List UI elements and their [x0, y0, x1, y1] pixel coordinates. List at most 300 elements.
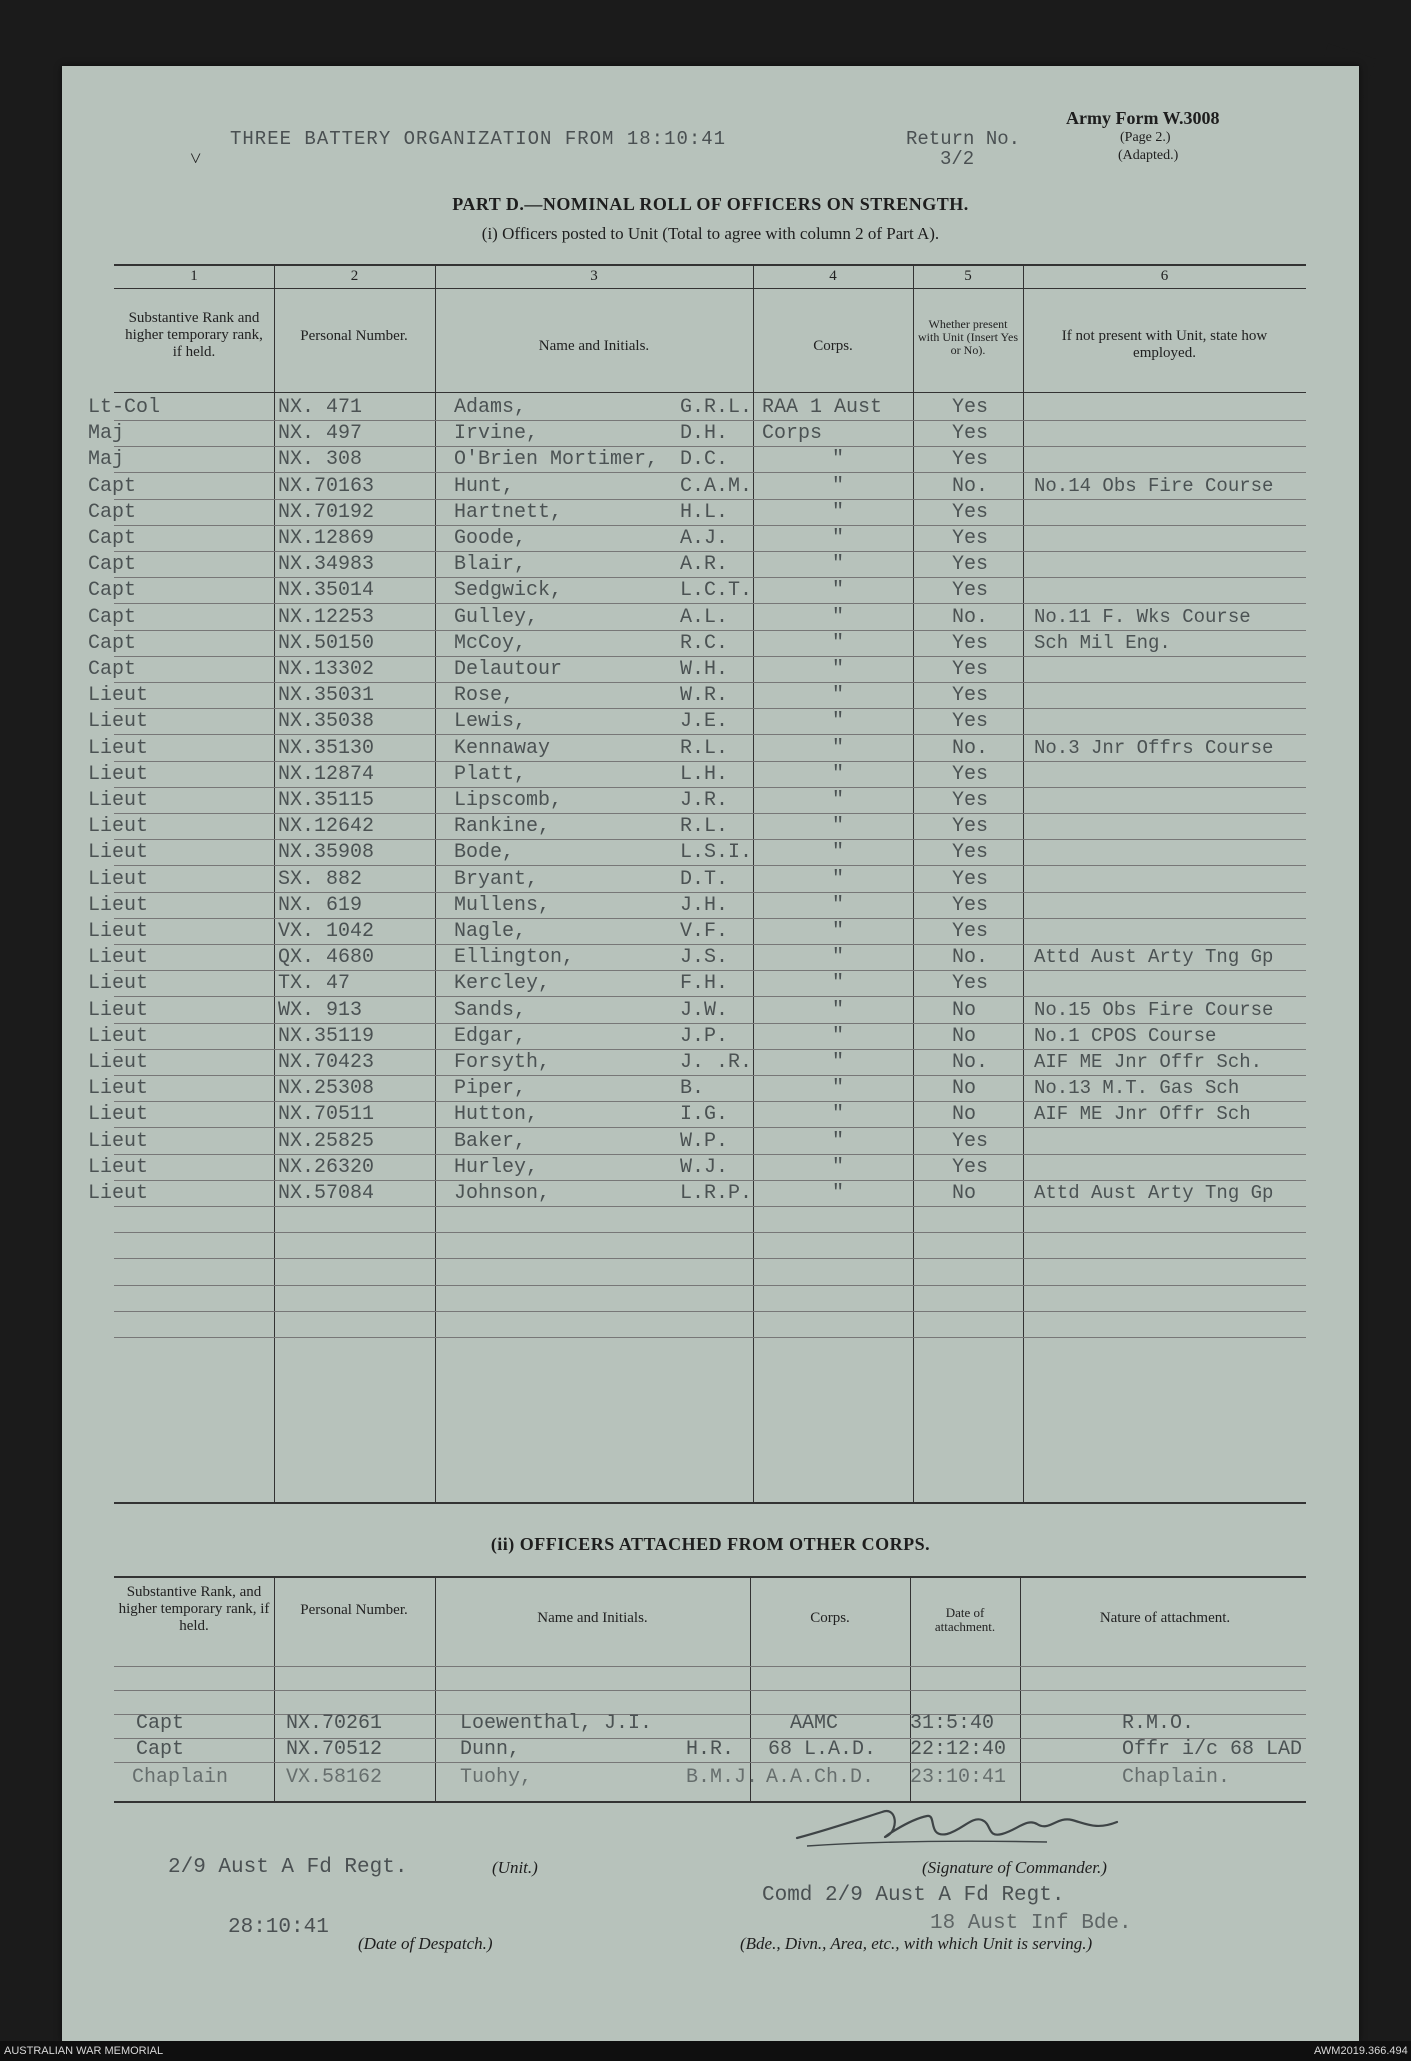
- cell-present: Yes: [952, 815, 989, 838]
- cell-num: NX.70423: [278, 1051, 375, 1074]
- rule-line: [114, 839, 1306, 840]
- cell-name: Kercley,: [454, 972, 551, 995]
- cell-num: NX.34983: [278, 553, 375, 576]
- officer-row: [62, 501, 1359, 525]
- cell-employed: Sch Mil Eng.: [1034, 632, 1171, 654]
- cell-present: No: [952, 1077, 977, 1100]
- officer-row: [62, 475, 1359, 499]
- cell-corps: RAA 1 Aust: [762, 396, 883, 419]
- cell-name: Mullens,: [454, 894, 551, 917]
- cell-rank: Capt: [88, 658, 137, 681]
- cell-name: Delautour: [454, 658, 563, 681]
- cell-present: Yes: [952, 763, 989, 786]
- form-page: (Page 2.): [1120, 130, 1171, 145]
- cell-init: W.H.: [680, 658, 729, 681]
- rule-line: [114, 918, 1306, 919]
- officer-row: [62, 1051, 1359, 1075]
- rule-line: [114, 446, 1306, 447]
- cell-corps: ": [832, 920, 845, 943]
- cell-employed: No.15 Obs Fire Course: [1034, 999, 1274, 1021]
- cell-num: WX. 913: [278, 999, 363, 1022]
- cell-employed: No.13 M.T. Gas Sch: [1034, 1077, 1240, 1099]
- cell-init: R.L.: [680, 815, 729, 838]
- cell-num: VX. 1042: [278, 920, 375, 943]
- cell-present: Yes: [952, 710, 989, 733]
- cell-rank: Capt: [88, 553, 137, 576]
- cell-name: Rankine,: [454, 815, 551, 838]
- cell-corps: ": [832, 894, 845, 917]
- cell-rank: Capt: [88, 632, 137, 655]
- officer-row: [62, 815, 1359, 839]
- cell-rank: Maj: [88, 448, 125, 471]
- cell-name: Lipscomb,: [454, 789, 563, 812]
- cell-present: No.: [952, 606, 989, 629]
- rule-line: [114, 1023, 1306, 1024]
- rule-line: [114, 787, 1306, 788]
- typed-header: THREE BATTERY ORGANIZATION FROM 18:10:41: [230, 128, 727, 150]
- header-name: Name and Initials.: [538, 338, 650, 354]
- officer-row: [62, 920, 1359, 944]
- rule-line: [114, 682, 1306, 683]
- cell-name: Hunt,: [454, 475, 515, 498]
- cell-corps: ": [832, 1156, 845, 1179]
- cell-corps: ": [832, 868, 845, 891]
- rule-line: [114, 525, 1306, 526]
- cell-present: No.: [952, 475, 989, 498]
- rule-line: [114, 708, 1306, 709]
- cell-rank: Lieut: [88, 841, 149, 864]
- cell-corps: ": [832, 972, 845, 995]
- cell-name: Platt,: [454, 763, 527, 786]
- cell-num: NX.35130: [278, 737, 375, 760]
- cell-rank: Capt: [88, 501, 137, 524]
- cell-num: NX.70511: [278, 1103, 375, 1126]
- officer-row: [62, 606, 1359, 630]
- officer-row: [62, 579, 1359, 603]
- cell-name: Irvine,: [454, 422, 539, 445]
- cell-rank: Lieut: [88, 710, 149, 733]
- commander-signature: [787, 1790, 1137, 1856]
- cell-init: R.L.: [680, 737, 729, 760]
- cell-present: Yes: [952, 632, 989, 655]
- cell-name: Nagle,: [454, 920, 527, 943]
- signature-label: (Signature of Commander.): [922, 1858, 1107, 1877]
- cell-present: Yes: [952, 789, 989, 812]
- cell-init: J.R.: [680, 789, 729, 812]
- officer-row: [62, 1103, 1359, 1127]
- cell-num: NX.70163: [278, 475, 375, 498]
- cell-corps: Corps: [762, 422, 823, 445]
- officer-row: [62, 396, 1359, 420]
- return-label: Return No.: [906, 128, 1021, 150]
- header-employed: If not present with Unit, state how employed.: [1061, 328, 1268, 361]
- cell-name: Edgar,: [454, 1025, 527, 1048]
- cell-num: NX.25308: [278, 1077, 375, 1100]
- ii-header-personal-number: Personal Number.: [300, 1602, 408, 1618]
- cell-present: Yes: [952, 422, 989, 445]
- cell-name: Bryant,: [454, 868, 539, 891]
- archive-reference: AWM2019.366.494: [1314, 2045, 1408, 2057]
- cell-employed: No.1 CPOS Course: [1034, 1025, 1217, 1047]
- cell-name: McCoy,: [454, 632, 527, 655]
- rule-line: [114, 813, 1306, 814]
- ii-header-corps: Corps.: [810, 1610, 850, 1626]
- rule-line: [114, 577, 1306, 578]
- cell-init: A.R.: [680, 553, 729, 576]
- officer-row: [62, 1182, 1359, 1206]
- officer-row: [62, 632, 1359, 656]
- cell-corps: ": [832, 475, 845, 498]
- document-page: [62, 66, 1359, 2041]
- cell-corps: ": [832, 841, 845, 864]
- cell-num: NX.57084: [278, 1182, 375, 1205]
- cell-init: V.F.: [680, 920, 729, 943]
- header-corps: Corps.: [813, 338, 853, 354]
- rule-line: [114, 1258, 1306, 1259]
- rule-line: [114, 1075, 1306, 1076]
- rule-line: [114, 1337, 1306, 1338]
- cell-init: L.C.T.: [680, 579, 753, 602]
- cell-present: Yes: [952, 841, 989, 864]
- despatch-date: 28:10:41: [228, 1916, 329, 1939]
- header-personal-number: Personal Number.: [300, 328, 408, 344]
- date-label: (Date of Despatch.): [358, 1934, 493, 1953]
- cell-corps: ": [832, 737, 845, 760]
- cell-present: Yes: [952, 527, 989, 550]
- cell-num: NX.35038: [278, 710, 375, 733]
- officer-row: [62, 868, 1359, 892]
- cell-corps: ": [832, 710, 845, 733]
- cell-init: G.R.L.: [680, 396, 753, 419]
- cell-name: Ellington,: [454, 946, 575, 969]
- rule-line: [114, 656, 1306, 657]
- cell-present: Yes: [952, 868, 989, 891]
- cell-init: A.J.: [680, 527, 729, 550]
- cell-init: L.S.I.: [680, 841, 753, 864]
- cell-present: Yes: [952, 501, 989, 524]
- cell-num: NX. 619: [278, 894, 363, 917]
- cell-corps: ": [832, 1077, 845, 1100]
- officer-row: [62, 527, 1359, 551]
- cell-init: W.J.: [680, 1156, 729, 1179]
- cell-present: Yes: [952, 894, 989, 917]
- cell-num: NX.35115: [278, 789, 375, 812]
- cell-name: Goode,: [454, 527, 527, 550]
- officer-row: [62, 946, 1359, 970]
- rule-line: [114, 472, 1306, 473]
- part-d-title: PART D.—NOMINAL ROLL OF OFFICERS ON STRENGTH.: [452, 194, 969, 214]
- cell-name: Johnson,: [454, 1182, 551, 1205]
- cell-corps: ": [832, 763, 845, 786]
- cell-init: D.T.: [680, 868, 729, 891]
- cell-corps: ": [832, 632, 845, 655]
- attached-row: Chaplain VX.58162 Tuohy, B.M.J. A.A.Ch.D. 23:10:41 Chaplain.: [132, 1766, 1231, 1789]
- rule-line: [114, 1206, 1306, 1207]
- cell-corps: ": [832, 815, 845, 838]
- header-rank: Substantive Rank and higher temporary rank, if held.: [125, 310, 263, 360]
- cell-name: Sands,: [454, 999, 527, 1022]
- command-text: Comd 2/9 Aust A Fd Regt.: [762, 1884, 1065, 1907]
- formation-label: (Bde., Divn., Area, etc., with which Unit is serving.): [740, 1934, 1093, 1953]
- rule-line: [114, 1154, 1306, 1155]
- cell-present: No.: [952, 737, 989, 760]
- rule-line: [114, 996, 1306, 997]
- cell-corps: ": [832, 527, 845, 550]
- cell-employed: Attd Aust Arty Tng Gp: [1034, 1182, 1274, 1204]
- cell-present: No: [952, 999, 977, 1022]
- rule-line: [114, 892, 1306, 893]
- cell-num: NX. 497: [278, 422, 363, 445]
- cell-rank: Capt: [88, 579, 137, 602]
- rule-line: [114, 944, 1306, 945]
- cell-name: Bode,: [454, 841, 515, 864]
- cell-name: Piper,: [454, 1077, 527, 1100]
- cell-rank: Lieut: [88, 920, 149, 943]
- cell-init: H.L.: [680, 501, 729, 524]
- cell-init: J.W.: [680, 999, 729, 1022]
- cell-rank: Lieut: [88, 946, 149, 969]
- col-number-4: 4: [829, 268, 837, 284]
- officer-row: [62, 448, 1359, 472]
- cell-corps: ": [832, 1025, 845, 1048]
- unit-label: (Unit.): [492, 1858, 538, 1877]
- cell-rank: Lieut: [88, 868, 149, 891]
- rule-line: [114, 970, 1306, 971]
- hole-punch-mark: ˅: [190, 148, 202, 170]
- officer-row: [62, 1130, 1359, 1154]
- rule-line: [114, 499, 1306, 500]
- cell-present: Yes: [952, 553, 989, 576]
- rule-line: [114, 865, 1306, 866]
- unit-name: 2/9 Aust A Fd Regt.: [168, 1856, 408, 1879]
- cell-name: Kennaway: [454, 737, 551, 760]
- cell-num: NX.70192: [278, 501, 375, 524]
- officer-row: [62, 789, 1359, 813]
- cell-init: C.A.M.: [680, 475, 753, 498]
- cell-init: J.E.: [680, 710, 729, 733]
- cell-num: NX.35031: [278, 684, 375, 707]
- cell-name: Lewis,: [454, 710, 527, 733]
- cell-corps: ": [832, 946, 845, 969]
- archive-name: AUSTRALIAN WAR MEMORIAL: [4, 2045, 164, 2057]
- cell-name: Hartnett,: [454, 501, 563, 524]
- col-number-6: 6: [1160, 268, 1169, 284]
- rule-line: [114, 1049, 1306, 1050]
- cell-corps: ": [832, 1051, 845, 1074]
- ii-header-date: Date of attachment.: [934, 1605, 996, 1634]
- officer-row: [62, 422, 1359, 446]
- rule-line: [114, 1232, 1306, 1233]
- rule-line: [114, 1180, 1306, 1181]
- cell-corps: ": [832, 501, 845, 524]
- cell-name: Rose,: [454, 684, 515, 707]
- cell-init: B.: [680, 1077, 705, 1100]
- cell-rank: Lieut: [88, 815, 149, 838]
- officer-row: [62, 841, 1359, 865]
- rule-line: [114, 761, 1306, 762]
- cell-present: Yes: [952, 396, 989, 419]
- cell-rank: Capt: [88, 475, 137, 498]
- cell-num: NX.50150: [278, 632, 375, 655]
- rule-line: [114, 1127, 1306, 1128]
- cell-rank: Lieut: [88, 999, 149, 1022]
- rule-line: [114, 551, 1306, 552]
- cell-rank: Lieut: [88, 1103, 149, 1126]
- cell-corps: ": [832, 1103, 845, 1126]
- attached-row: Capt NX.70261 Loewenthal, J.I. AAMC 31:5:40 R.M.O.: [136, 1712, 1195, 1735]
- officer-row: [62, 972, 1359, 996]
- rule-line: [114, 1311, 1306, 1312]
- cell-num: NX.13302: [278, 658, 375, 681]
- rule-line: [114, 630, 1306, 631]
- attached-row: Capt NX.70512 Dunn, H.R. 68 L.A.D. 22:12:40 Offr i/c 68 LAD: [136, 1738, 1303, 1761]
- cell-num: SX. 882: [278, 868, 363, 891]
- rule-line: [114, 1285, 1306, 1286]
- cell-num: NX. 308: [278, 448, 363, 471]
- officer-row: [62, 1156, 1359, 1180]
- cell-rank: Lieut: [88, 1077, 149, 1100]
- cell-present: Yes: [952, 1130, 989, 1153]
- cell-rank: Lieut: [88, 894, 149, 917]
- rule-line: [114, 603, 1306, 604]
- cell-rank: Lieut: [88, 972, 149, 995]
- cell-corps: ": [832, 1182, 845, 1205]
- cell-employed: No.14 Obs Fire Course: [1034, 475, 1274, 497]
- rule-line: [114, 420, 1306, 421]
- cell-init: L.R.P.: [680, 1182, 753, 1205]
- cell-corps: ": [832, 789, 845, 812]
- cell-num: NX. 471: [278, 396, 363, 419]
- cell-rank: Lieut: [88, 684, 149, 707]
- ii-header-name: Name and Initials.: [537, 1610, 648, 1626]
- cell-present: Yes: [952, 658, 989, 681]
- cell-corps: ": [832, 658, 845, 681]
- cell-corps: ": [832, 684, 845, 707]
- cell-rank: Lieut: [88, 763, 149, 786]
- cell-rank: Lieut: [88, 1182, 149, 1205]
- cell-employed: AIF ME Jnr Offr Sch: [1034, 1103, 1251, 1125]
- cell-corps: ": [832, 606, 845, 629]
- cell-init: L.H.: [680, 763, 729, 786]
- col-number-2: 2: [350, 268, 359, 284]
- rule-line: [114, 1101, 1306, 1102]
- form-adapted: (Adapted.): [1118, 148, 1179, 163]
- cell-present: No.: [952, 946, 989, 969]
- officer-row: [62, 684, 1359, 708]
- cell-name: Blair,: [454, 553, 527, 576]
- cell-name: Hutton,: [454, 1103, 539, 1126]
- cell-init: D.H.: [680, 422, 729, 445]
- officer-row: [62, 1077, 1359, 1101]
- cell-rank: Maj: [88, 422, 125, 445]
- army-form-number: Army Form W.3008: [1066, 108, 1220, 128]
- cell-init: J. .R.: [680, 1051, 753, 1074]
- part-d-subtitle: (i) Officers posted to Unit (Total to agree with column 2 of Part A).: [481, 224, 940, 243]
- cell-init: F.H.: [680, 972, 729, 995]
- cell-rank: Lieut: [88, 1130, 149, 1153]
- officer-row: [62, 999, 1359, 1023]
- cell-name: Gulley,: [454, 606, 539, 629]
- cell-present: No: [952, 1025, 977, 1048]
- cell-init: W.P.: [680, 1130, 729, 1153]
- cell-rank: Lieut: [88, 789, 149, 812]
- cell-name: Sedgwick,: [454, 579, 563, 602]
- cell-num: NX.25825: [278, 1130, 375, 1153]
- part-ii-title: (ii) OFFICERS ATTACHED FROM OTHER CORPS.: [490, 1534, 931, 1554]
- cell-present: Yes: [952, 1156, 989, 1179]
- cell-num: NX.35908: [278, 841, 375, 864]
- ii-header-nature: Nature of attachment.: [1099, 1610, 1231, 1626]
- cell-employed: AIF ME Jnr Offr Sch.: [1034, 1051, 1263, 1073]
- cell-rank: Capt: [88, 606, 137, 629]
- cell-present: Yes: [952, 920, 989, 943]
- cell-rank: Capt: [88, 527, 137, 550]
- cell-employed: Attd Aust Arty Tng Gp: [1034, 946, 1274, 968]
- cell-num: NX.35014: [278, 579, 375, 602]
- cell-init: J.H.: [680, 894, 729, 917]
- cell-num: NX.12642: [278, 815, 375, 838]
- cell-corps: ": [832, 999, 845, 1022]
- header-present: Whether present with Unit (Insert Yes or No).: [917, 317, 1018, 357]
- cell-init: D.C.: [680, 448, 729, 471]
- cell-num: TX. 47: [278, 972, 351, 995]
- officer-row: [62, 737, 1359, 761]
- cell-employed: No.3 Jnr Offrs Course: [1034, 737, 1274, 759]
- officer-row: [62, 710, 1359, 734]
- cell-corps: ": [832, 579, 845, 602]
- cell-num: NX.12874: [278, 763, 375, 786]
- cell-init: W.R.: [680, 684, 729, 707]
- archive-footer: [0, 2041, 1411, 2061]
- cell-name: Adams,: [454, 396, 527, 419]
- cell-employed: No.11 F. Wks Course: [1034, 606, 1251, 628]
- cell-corps: ": [832, 448, 845, 471]
- cell-present: No: [952, 1182, 977, 1205]
- cell-rank: Lt-Col: [88, 396, 161, 419]
- cell-present: No: [952, 1103, 977, 1126]
- officer-row: [62, 1025, 1359, 1049]
- cell-corps: ": [832, 1130, 845, 1153]
- col-number-3: 3: [590, 268, 598, 284]
- cell-present: Yes: [952, 684, 989, 707]
- officer-row: [62, 894, 1359, 918]
- cell-num: NX.12869: [278, 527, 375, 550]
- cell-present: Yes: [952, 448, 989, 471]
- cell-present: Yes: [952, 972, 989, 995]
- cell-corps: ": [832, 553, 845, 576]
- cell-num: NX.26320: [278, 1156, 375, 1179]
- cell-init: R.C.: [680, 632, 729, 655]
- formation-text: 18 Aust Inf Bde.: [930, 1912, 1132, 1935]
- cell-num: QX. 4680: [278, 946, 375, 969]
- ii-header-rank: Substantive Rank, and higher temporary rank, if held.: [118, 1584, 270, 1634]
- col-number-5: 5: [964, 268, 972, 284]
- return-number: 3/2: [940, 148, 975, 170]
- cell-present: Yes: [952, 579, 989, 602]
- cell-name: O'Brien Mortimer,: [454, 448, 659, 471]
- cell-name: Baker,: [454, 1130, 527, 1153]
- cell-name: Forsyth,: [454, 1051, 551, 1074]
- cell-rank: Lieut: [88, 1051, 149, 1074]
- cell-init: A.L.: [680, 606, 729, 629]
- cell-num: NX.35119: [278, 1025, 375, 1048]
- cell-init: I.G.: [680, 1103, 729, 1126]
- officer-row: [62, 658, 1359, 682]
- officer-row: [62, 553, 1359, 577]
- cell-rank: Lieut: [88, 1025, 149, 1048]
- cell-init: J.P.: [680, 1025, 729, 1048]
- cell-rank: Lieut: [88, 737, 149, 760]
